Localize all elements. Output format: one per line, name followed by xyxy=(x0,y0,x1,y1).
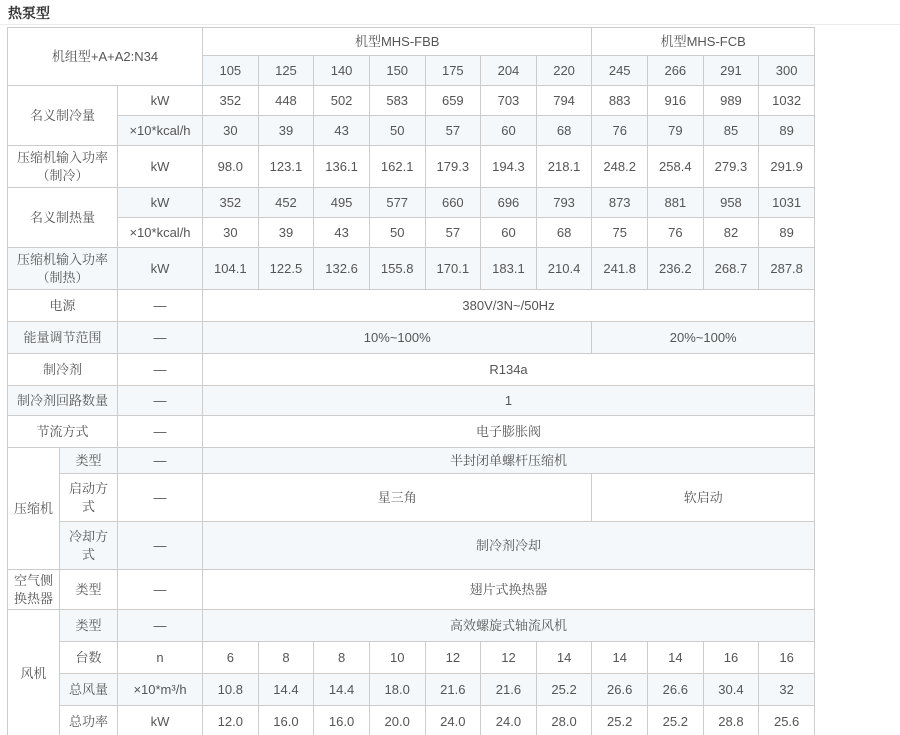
table-row xyxy=(8,146,815,188)
table-row xyxy=(8,522,815,570)
spec-value-cell: 452 xyxy=(258,188,314,218)
spec-value-cell: 194.3 xyxy=(481,146,537,188)
spec-value-cell: 12.0 xyxy=(203,706,259,735)
spec-value-cell: 60 xyxy=(481,116,537,146)
table-row xyxy=(8,610,815,642)
spec-value-cell: 8 xyxy=(258,642,314,674)
spec-value-cell: 162.1 xyxy=(369,146,425,188)
table-row xyxy=(8,386,815,416)
group-label-cell: 压缩机 xyxy=(8,448,60,570)
spec-value-cell: 30 xyxy=(203,218,259,248)
unit-cell: kW xyxy=(118,188,203,218)
spec-value-cell: 10.8 xyxy=(203,674,259,706)
spec-label-cell: 冷却方式 xyxy=(60,522,118,570)
spec-value-cell: 183.1 xyxy=(481,248,537,290)
model-series-cell: 机型MHS-FCB xyxy=(592,28,815,56)
spec-value-cell: 75 xyxy=(592,218,648,248)
spec-value-cell: 352 xyxy=(203,188,259,218)
spec-value-cell: 258.4 xyxy=(648,146,704,188)
spec-value-cell: 20%~100% xyxy=(592,322,815,354)
table-row xyxy=(8,416,815,448)
spec-value-cell: 57 xyxy=(425,218,481,248)
model-number-cell: 291 xyxy=(703,56,759,86)
spec-value-cell: 30.4 xyxy=(703,674,759,706)
spec-label-cell: 电源 xyxy=(8,290,118,322)
spec-value-cell: 352 xyxy=(203,86,259,116)
spec-value-cell: 16.0 xyxy=(314,706,370,735)
spec-value-cell: 793 xyxy=(536,188,592,218)
spec-label-cell: 压缩机输入功率（制热） xyxy=(8,248,118,290)
spec-value-cell: 18.0 xyxy=(369,674,425,706)
spec-value-cell: 287.8 xyxy=(759,248,815,290)
page-title: 热泵型 xyxy=(8,5,50,21)
spec-value-cell: 14 xyxy=(648,642,704,674)
spec-value-cell: 916 xyxy=(648,86,704,116)
spec-label-cell: 总风量 xyxy=(60,674,118,706)
spec-value-cell: 21.6 xyxy=(481,674,537,706)
table-row xyxy=(8,290,815,322)
spec-label-cell: 制冷剂回路数量 xyxy=(8,386,118,416)
spec-value-cell: 583 xyxy=(369,86,425,116)
spec-value-cell: 翅片式换热器 xyxy=(203,570,815,610)
spec-value-cell: 179.3 xyxy=(425,146,481,188)
unit-cell: — xyxy=(118,570,203,610)
unit-cell: ×10*m³/h xyxy=(118,674,203,706)
spec-value-cell: 170.1 xyxy=(425,248,481,290)
spec-value-cell: 12 xyxy=(425,642,481,674)
model-number-cell: 125 xyxy=(258,56,314,86)
spec-value-cell: 10 xyxy=(369,642,425,674)
spec-value-cell: 43 xyxy=(314,116,370,146)
spec-value-cell: 448 xyxy=(258,86,314,116)
table-row xyxy=(8,448,815,474)
unit-cell: — xyxy=(118,522,203,570)
spec-value-cell: 98.0 xyxy=(203,146,259,188)
spec-value-cell: 495 xyxy=(314,188,370,218)
table-row xyxy=(8,248,815,290)
spec-value-cell: 873 xyxy=(592,188,648,218)
unit-cell: — xyxy=(118,386,203,416)
spec-label-cell: 类型 xyxy=(60,610,118,642)
unit-cell: ×10*kcal/h xyxy=(118,116,203,146)
spec-label-cell: 制冷剂 xyxy=(8,354,118,386)
table-row xyxy=(8,642,815,674)
spec-value-cell: 软启动 xyxy=(592,474,815,522)
spec-value-cell: 502 xyxy=(314,86,370,116)
table-row xyxy=(8,474,815,522)
spec-value-cell: 89 xyxy=(759,116,815,146)
unit-cell: kW xyxy=(118,86,203,116)
spec-value-cell: 210.4 xyxy=(536,248,592,290)
spec-label-cell: 压缩机输入功率（制冷） xyxy=(8,146,118,188)
spec-value-cell: 24.0 xyxy=(481,706,537,735)
spec-value-cell: 39 xyxy=(258,218,314,248)
spec-value-cell: 16.0 xyxy=(258,706,314,735)
spec-value-cell: 星三角 xyxy=(203,474,592,522)
spec-value-cell: 28.8 xyxy=(703,706,759,735)
spec-value-cell: 104.1 xyxy=(203,248,259,290)
spec-value-cell: 85 xyxy=(703,116,759,146)
model-number-cell: 105 xyxy=(203,56,259,86)
table-row xyxy=(8,116,815,146)
spec-value-cell: 30 xyxy=(203,116,259,146)
spec-value-cell: 68 xyxy=(536,116,592,146)
unit-cell: — xyxy=(118,416,203,448)
spec-value-cell: 380V/3N~/50Hz xyxy=(203,290,815,322)
spec-table xyxy=(7,27,815,735)
spec-value-cell: 39 xyxy=(258,116,314,146)
spec-label-cell: 名义制冷量 xyxy=(8,86,118,146)
model-number-cell: 140 xyxy=(314,56,370,86)
spec-value-cell: 248.2 xyxy=(592,146,648,188)
model-number-cell: 266 xyxy=(648,56,704,86)
spec-value-cell: 28.0 xyxy=(536,706,592,735)
table-row xyxy=(8,354,815,386)
spec-value-cell: 半封闭单螺杆压缩机 xyxy=(203,448,815,474)
spec-label-cell: 总功率 xyxy=(60,706,118,735)
unit-cell: kW xyxy=(118,248,203,290)
group-label-cell: 空气侧换热器 xyxy=(8,570,60,610)
spec-value-cell: 16 xyxy=(759,642,815,674)
spec-value-cell: 1031 xyxy=(759,188,815,218)
spec-value-cell: 79 xyxy=(648,116,704,146)
spec-value-cell: 577 xyxy=(369,188,425,218)
spec-value-cell: 57 xyxy=(425,116,481,146)
table-row xyxy=(8,218,815,248)
spec-label-cell: 类型 xyxy=(60,570,118,610)
unit-cell: — xyxy=(118,610,203,642)
unit-cell: n xyxy=(118,642,203,674)
model-series-cell: 机型MHS-FBB xyxy=(203,28,592,56)
spec-value-cell: 1032 xyxy=(759,86,815,116)
spec-value-cell: 1 xyxy=(203,386,815,416)
unit-cell: — xyxy=(118,354,203,386)
spec-value-cell: 26.6 xyxy=(592,674,648,706)
unit-cell: ×10*kcal/h xyxy=(118,218,203,248)
spec-value-cell: 279.3 xyxy=(703,146,759,188)
spec-value-cell: 958 xyxy=(703,188,759,218)
table-row xyxy=(8,706,815,735)
spec-label-cell: 节流方式 xyxy=(8,416,118,448)
corner-cell: 机组型+A+A2:N34 xyxy=(8,28,203,86)
spec-value-cell: 14 xyxy=(592,642,648,674)
spec-value-cell: 881 xyxy=(648,188,704,218)
spec-value-cell: 268.7 xyxy=(703,248,759,290)
spec-value-cell: 883 xyxy=(592,86,648,116)
spec-value-cell: 25.2 xyxy=(648,706,704,735)
spec-value-cell: 24.0 xyxy=(425,706,481,735)
spec-value-cell: 136.1 xyxy=(314,146,370,188)
spec-value-cell: 122.5 xyxy=(258,248,314,290)
spec-value-cell: 14 xyxy=(536,642,592,674)
spec-value-cell: 218.1 xyxy=(536,146,592,188)
spec-value-cell: 20.0 xyxy=(369,706,425,735)
spec-value-cell: 76 xyxy=(648,218,704,248)
spec-value-cell: 123.1 xyxy=(258,146,314,188)
spec-value-cell: 659 xyxy=(425,86,481,116)
spec-value-cell: 高效螺旋式轴流风机 xyxy=(203,610,815,642)
spec-value-cell: 68 xyxy=(536,218,592,248)
spec-value-cell: 291.9 xyxy=(759,146,815,188)
table-row xyxy=(8,570,815,610)
model-number-cell: 175 xyxy=(425,56,481,86)
spec-value-cell: 132.6 xyxy=(314,248,370,290)
spec-label-cell: 名义制热量 xyxy=(8,188,118,248)
spec-value-cell: 60 xyxy=(481,218,537,248)
spec-value-cell: R134a xyxy=(203,354,815,386)
spec-value-cell: 82 xyxy=(703,218,759,248)
spec-value-cell: 50 xyxy=(369,218,425,248)
table-row xyxy=(8,674,815,706)
model-number-cell: 300 xyxy=(759,56,815,86)
spec-value-cell: 6 xyxy=(203,642,259,674)
table-row xyxy=(8,188,815,218)
spec-label-cell: 台数 xyxy=(60,642,118,674)
unit-cell: kW xyxy=(118,146,203,188)
spec-value-cell: 14.4 xyxy=(258,674,314,706)
spec-value-cell: 25.6 xyxy=(759,706,815,735)
group-label-cell: 风机 xyxy=(8,610,60,735)
spec-label-cell: 启动方式 xyxy=(60,474,118,522)
spec-value-cell: 12 xyxy=(481,642,537,674)
spec-value-cell: 8 xyxy=(314,642,370,674)
spec-value-cell: 16 xyxy=(703,642,759,674)
spec-value-cell: 794 xyxy=(536,86,592,116)
spec-value-cell: 26.6 xyxy=(648,674,704,706)
spec-value-cell: 241.8 xyxy=(592,248,648,290)
spec-value-cell: 660 xyxy=(425,188,481,218)
table-row xyxy=(8,322,815,354)
unit-cell: — xyxy=(118,290,203,322)
spec-value-cell: 制冷剂冷却 xyxy=(203,522,815,570)
title-bar xyxy=(0,0,900,25)
table-row xyxy=(8,86,815,116)
unit-cell: — xyxy=(118,322,203,354)
model-number-cell: 204 xyxy=(481,56,537,86)
spec-value-cell: 21.6 xyxy=(425,674,481,706)
spec-value-cell: 10%~100% xyxy=(203,322,592,354)
spec-label-cell: 类型 xyxy=(60,448,118,474)
spec-value-cell: 14.4 xyxy=(314,674,370,706)
spec-value-cell: 703 xyxy=(481,86,537,116)
unit-cell: — xyxy=(118,474,203,522)
spec-value-cell: 76 xyxy=(592,116,648,146)
spec-value-cell: 25.2 xyxy=(536,674,592,706)
spec-value-cell: 236.2 xyxy=(648,248,704,290)
spec-value-cell: 25.2 xyxy=(592,706,648,735)
spec-value-cell: 989 xyxy=(703,86,759,116)
spec-value-cell: 43 xyxy=(314,218,370,248)
model-number-cell: 245 xyxy=(592,56,648,86)
model-number-cell: 150 xyxy=(369,56,425,86)
spec-value-cell: 50 xyxy=(369,116,425,146)
spec-value-cell: 32 xyxy=(759,674,815,706)
model-number-cell: 220 xyxy=(536,56,592,86)
spec-value-cell: 89 xyxy=(759,218,815,248)
spec-value-cell: 155.8 xyxy=(369,248,425,290)
spec-value-cell: 696 xyxy=(481,188,537,218)
unit-cell: kW xyxy=(118,706,203,735)
unit-cell: — xyxy=(118,448,203,474)
spec-label-cell: 能量调节范围 xyxy=(8,322,118,354)
spec-value-cell: 电子膨胀阀 xyxy=(203,416,815,448)
